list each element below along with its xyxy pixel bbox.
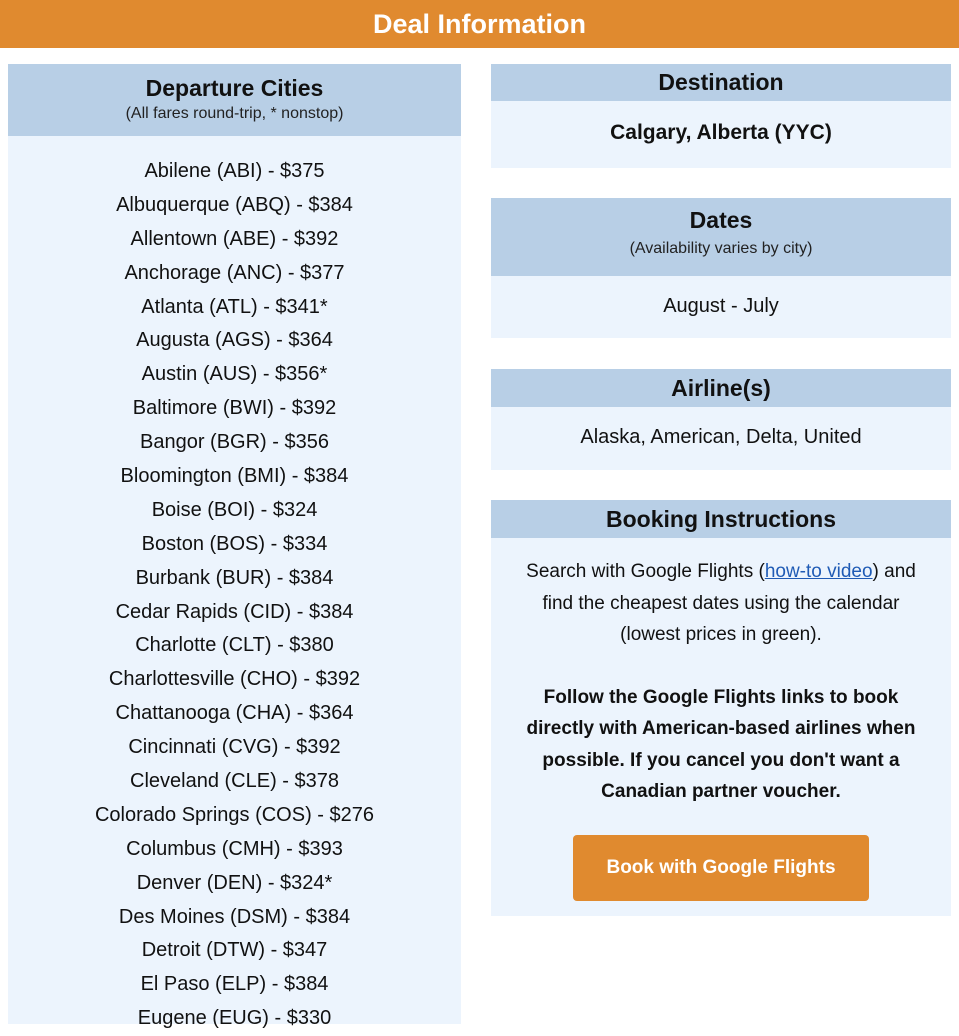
departure-city-item: Bloomington (BMI) - $384 (120, 465, 349, 488)
departure-city-item: Charlottesville (CHO) - $392 (108, 668, 361, 691)
destination-title: Destination (658, 69, 784, 95)
departure-city-item: Anchorage (ANC) - $377 (124, 261, 345, 284)
departure-city-item: Columbus (CMH) - $393 (126, 837, 343, 860)
departure-city-list (8, 136, 461, 1036)
book-google-flights-button[interactable]: Book with Google Flights (573, 835, 869, 901)
departure-city-item: Burbank (BUR) - $384 (135, 566, 334, 589)
airlines-panel (491, 369, 951, 470)
departure-cities-panel (8, 64, 461, 1030)
departure-city-item: Colorado Springs (COS) - $276 (94, 803, 374, 826)
destination-header (491, 64, 951, 101)
departure-city-item: Cleveland (CLE) - $378 (130, 770, 339, 793)
booking-instructions-panel (491, 500, 951, 916)
booking-instructions-body (491, 538, 951, 901)
deal-info-banner (0, 0, 959, 48)
departure-cities-header (8, 64, 461, 136)
destination-panel (491, 64, 951, 168)
departure-city-item: El Paso (ELP) - $384 (140, 973, 329, 996)
departure-city-item: Atlanta (ATL) - $341* (141, 295, 328, 318)
booking-bold-note: Follow the Google Flights links to book directly with American-based airlines when possible. If you cancel you don't want a Canadian partner voucher. (526, 686, 916, 802)
booking-instructions-header (491, 500, 951, 538)
dates-title: Dates (689, 207, 753, 233)
departure-city-item: Austin (AUS) - $356* (141, 363, 328, 386)
departure-city-item: Bangor (BGR) - $356 (140, 431, 329, 454)
airlines-header (491, 369, 951, 407)
departure-city-item: Des Moines (DSM) - $384 (118, 905, 351, 928)
departure-city-item: Augusta (AGS) - $364 (136, 329, 333, 352)
departure-city-item: Chattanooga (CHA) - $364 (115, 702, 354, 725)
how-to-video-link[interactable]: how-to video (764, 561, 873, 582)
dates-header (491, 198, 951, 276)
booking-instructions-text (521, 556, 921, 651)
departure-city-item: Eugene (EUG) - $330 (137, 1007, 332, 1030)
departure-city-item: Baltimore (BWI) - $392 (132, 397, 337, 420)
destination-value: Calgary, Alberta (YYC) (610, 121, 832, 144)
departure-city-item: Albuquerque (ABQ) - $384 (116, 193, 353, 216)
departure-city-item: Abilene (ABI) - $375 (144, 160, 325, 182)
departure-city-item: Cedar Rapids (CID) - $384 (115, 600, 354, 623)
departure-city-item: Boston (BOS) - $334 (141, 532, 328, 555)
departure-city-item: Charlotte (CLT) - $380 (135, 634, 334, 657)
departure-cities-title: Departure Cities (145, 75, 324, 101)
airlines-title: Airline(s) (671, 375, 771, 401)
dates-subtitle: (Availability varies by city) (629, 240, 813, 257)
booking-text-before-link: Search with Google Flights ( (526, 561, 765, 582)
booking-text-after-link: ) and find the cheapest dates using the calendar (lowest prices in green). (542, 561, 916, 645)
departure-city-item: Boise (BOI) - $324 (151, 498, 318, 521)
dates-panel (491, 198, 951, 338)
airlines-value: Alaska, American, Delta, United (580, 426, 862, 448)
departure-city-item: Allentown (ABE) - $392 (130, 227, 339, 250)
departure-city-item: Denver (DEN) - $324* (136, 871, 333, 894)
departure-city-item: Detroit (DTW) - $347 (141, 939, 328, 962)
departure-city-item: Cincinnati (CVG) - $392 (128, 736, 341, 759)
booking-instructions-title: Booking Instructions (606, 506, 836, 532)
banner-title: Deal Information (372, 8, 587, 39)
departure-cities-subtitle: (All fares round-trip, * nonstop) (125, 105, 344, 122)
dates-value: August - July (663, 295, 779, 317)
